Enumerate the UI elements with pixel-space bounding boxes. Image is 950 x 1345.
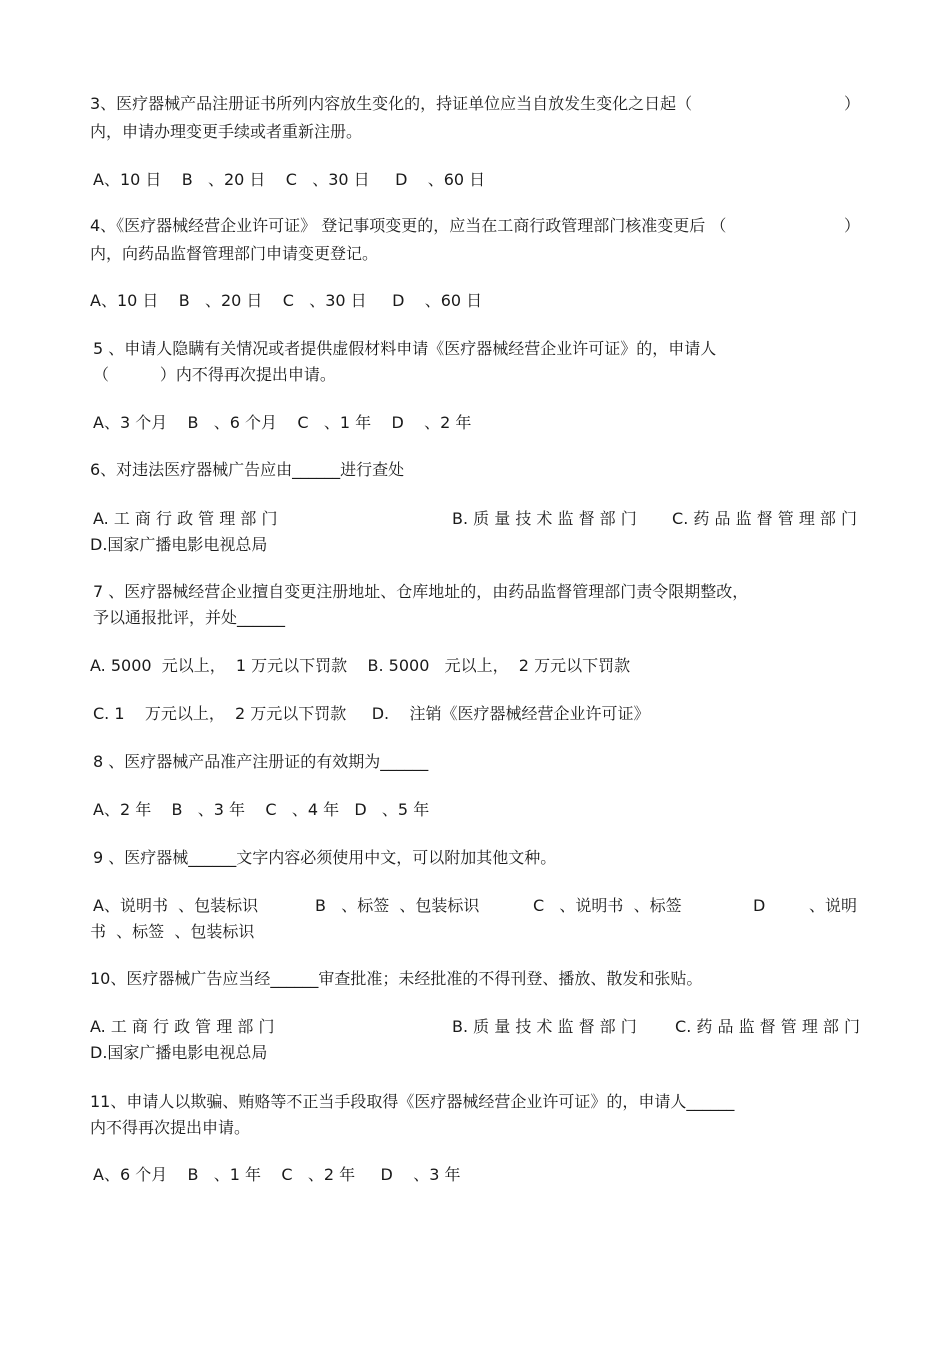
- q4-options: A、10 日 B 、20 日 C 、30 日 D 、60 日: [90, 291, 483, 310]
- q6-stem: 6、对违法医疗器械广告应由______进行查处: [90, 460, 405, 479]
- q7-options-ab: A. 5000 元以上， 1 万元以下罚款 B. 5000 元以上， 2 万元以下罚款: [90, 656, 631, 675]
- q9-option-b: B 、标签 、包装标识: [315, 896, 480, 915]
- q10-option-d: D.国家广播电影电视总局: [90, 1043, 268, 1062]
- q4-stem-text: 4、《医疗器械经营企业许可证》 登记事项变更的，应当在工商行政管理部门核准变更后 （: [90, 216, 727, 235]
- q6-option-c: C. 药 品 监 督 管 理 部 门: [672, 509, 857, 528]
- q3-stem-line2: 内，申请办理变更手续或者重新注册。: [90, 122, 363, 141]
- q11-stem-line2: 内不得再次提出申请。: [90, 1118, 251, 1137]
- q4-stem-line1: [90, 214, 860, 238]
- q6-option-d: D.国家广播电影电视总局: [90, 535, 268, 554]
- q10-option-a: A. 工 商 行 政 管 理 部 门: [90, 1017, 275, 1036]
- q4-stem-line2: 内，向药品监督管理部门申请变更登记。: [90, 244, 379, 263]
- q10-option-c: C. 药 品 监 督 管 理 部 门: [675, 1017, 860, 1036]
- q7-options-cd: C. 1 万元以上， 2 万元以下罚款 D. 注销《医疗器械经营企业许可证》: [93, 704, 650, 723]
- q9-option-d-letter: D: [753, 896, 766, 915]
- q5-options: A、3 个月 B 、6 个月 C 、1 年 D 、2 年: [93, 413, 472, 432]
- q3-options: A、10 日 B 、20 日 C 、30 日 D 、60 日: [93, 170, 486, 189]
- q5-stem-line1: 5 、申请人隐瞒有关情况或者提供虚假材料申请《医疗器械经营企业许可证》的，申请人: [93, 339, 717, 358]
- q8-stem: 8 、医疗器械产品准产注册证的有效期为______: [93, 752, 429, 771]
- q9-stem: 9 、医疗器械______文字内容必须使用中文，可以附加其他文种。: [93, 848, 557, 867]
- q11-stem-line1: 11、申请人以欺骗、贿赂等不正当手段取得《医疗器械经营企业许可证》的，申请人______: [90, 1092, 735, 1111]
- q3-stem-text: 3、医疗器械产品注册证书所列内容放生变化的，持证单位应当自放发生变化之日起（: [90, 94, 693, 113]
- q4-stem-close-paren: ）: [843, 216, 860, 235]
- q9-options-line2: 书 、标签 、包装标识: [90, 922, 255, 941]
- q9-option-c: C 、说明书 、标签: [533, 896, 682, 915]
- q11-options: A、6 个月 B 、1 年 C 、2 年 D 、3 年: [93, 1165, 461, 1184]
- q5-stem-line2: （ ）内不得再次提出申请。: [93, 365, 336, 384]
- q3-stem-line1: [90, 92, 860, 116]
- q3-stem-close-paren: ）: [843, 94, 860, 113]
- q10-option-b: B. 质 量 技 术 监 督 部 门: [452, 1017, 637, 1036]
- q8-options: A、2 年 B 、3 年 C 、4 年 D 、5 年: [93, 800, 430, 819]
- q6-option-a: A. 工 商 行 政 管 理 部 门: [93, 509, 278, 528]
- q10-stem: 10、医疗器械广告应当经______审查批准；未经批准的不得刊登、播放、散发和张贴。: [90, 969, 703, 988]
- q7-stem-line1: 7 、医疗器械经营企业擅自变更注册地址、仓库地址的，由药品监督管理部门责令限期整改，: [93, 582, 749, 601]
- q7-stem-line2: 予以通报批评，并处______: [93, 608, 286, 627]
- q6-option-b: B. 质 量 技 术 监 督 部 门: [452, 509, 637, 528]
- q9-option-a: A、说明书 、包装标识: [93, 896, 259, 915]
- q9-option-d-text: 、说明: [808, 896, 857, 915]
